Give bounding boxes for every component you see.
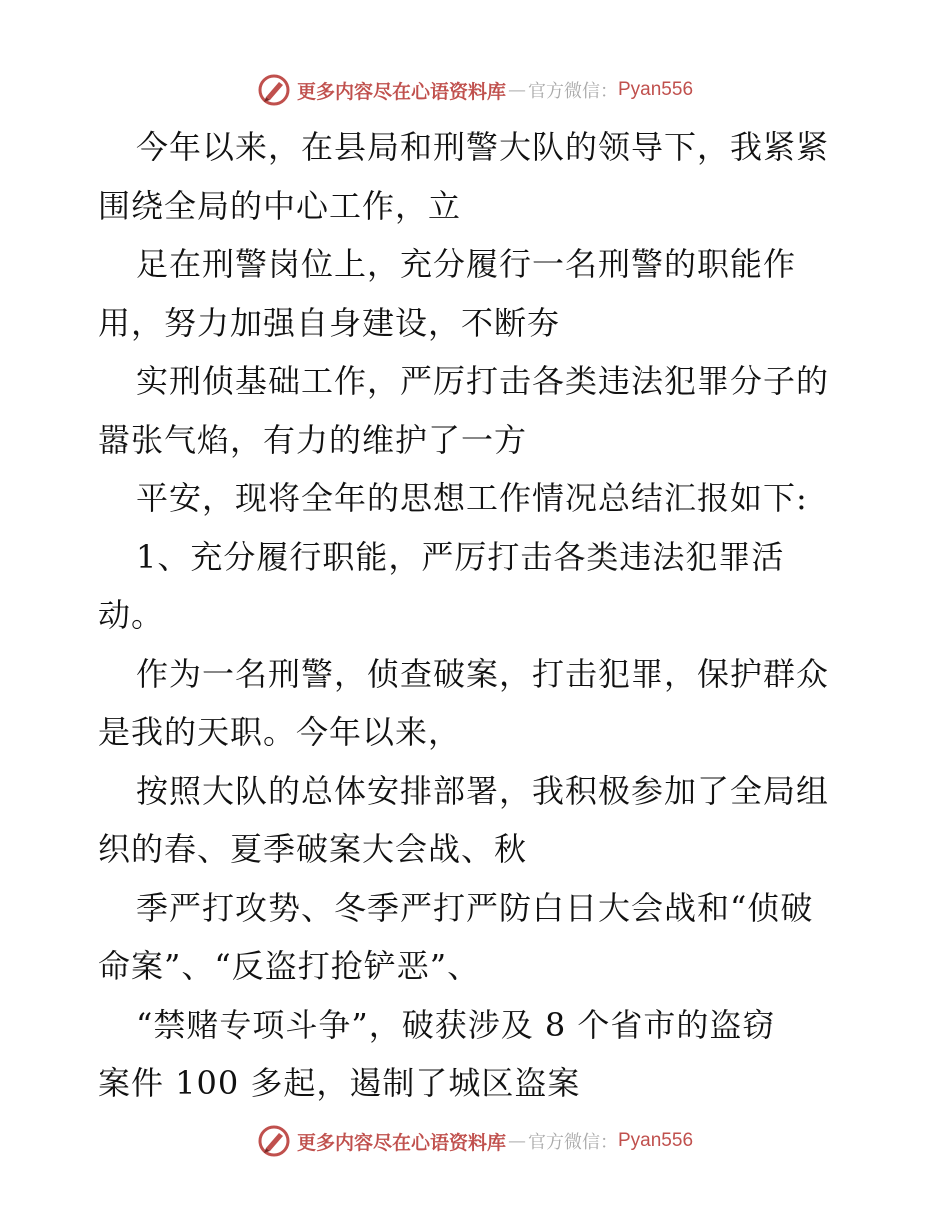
watermark-dash: — [508,79,526,101]
text-line: 按照大队的总体安排部署，我积极参加了全局组 [136,771,830,810]
text-line: 嚣张气焰，有力的维护了一方 [98,420,528,459]
watermark-label: 官方微信： [528,81,618,102]
document-body [98,118,858,1113]
text-line: 围绕全局的中心工作，立 [98,186,462,225]
pen-logo-icon [257,1124,291,1158]
text-line: 用，努力加强自身建设，不断夯 [98,303,561,342]
watermark-brand: 更多内容尽在心语资料库 [296,80,506,103]
footer-watermark [0,1121,950,1161]
text-line: 平安，现将全年的思想工作情况总结汇报如下: [136,479,808,517]
text-line: 命案”、“反盗打抢铲恶”、 [98,947,481,985]
pen-logo-icon [257,73,291,107]
text-line: 实刑侦基础工作，严厉打击各类违法犯罪分子的 [136,362,830,400]
text-line: 足在刑警岗位上，充分履行一名刑警的职能作 [136,245,797,283]
watermark-dash: — [508,1130,526,1152]
text-line: 作为一名刑警，侦查破案，打击犯罪，保护群众 [136,654,830,693]
text-line: 1、充分履行职能，严厉打击各类违法犯罪活 [136,537,785,576]
watermark-wechat-id: Pyan556 [618,1130,694,1151]
text-line: 今年以来，在县局和刑警大队的领导下，我紧紧 [136,128,830,166]
text-line: 织的春、夏季破案大会战、秋 [98,830,528,868]
header-watermark [0,70,950,110]
text-line: 是我的天职。今年以来， [98,713,462,751]
watermark-wechat-id: Pyan556 [618,79,694,100]
text-line: 案件 100 多起，遏制了城区盗案 [98,1064,581,1102]
text-line: 季严打攻势、冬季严打严防白日大会战和“侦破 [136,888,814,927]
text-line: “禁赌专项斗争”，破获涉及 8 个省市的盗窃 [136,1005,776,1044]
watermark-label: 官方微信： [528,1132,618,1153]
text-line: 动。 [98,596,165,634]
watermark-brand: 更多内容尽在心语资料库 [296,1131,506,1154]
